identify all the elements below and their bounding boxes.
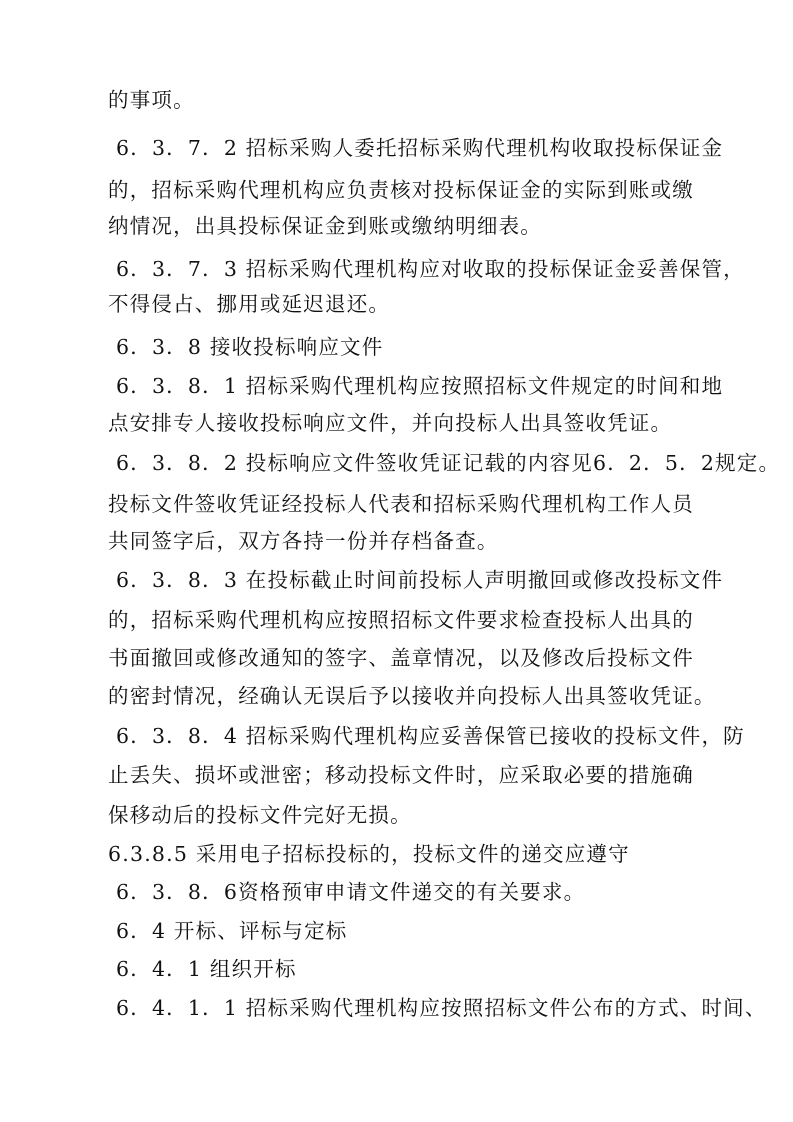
clause-6-3-8-4-line: 6．3．8．4 招标采购代理机构应妥善保管已接收的投标文件，防: [116, 724, 745, 748]
clause-6-3-8-3-line: 6．3．8．3 在投标截止时间前投标人声明撤回或修改投标文件: [116, 568, 724, 592]
text-line: 不得侵占、挪用或延迟退还。: [108, 292, 391, 316]
text-line: 书面撤回或修改通知的签字、盖章情况，以及修改后投标文件: [108, 646, 694, 670]
text-line: 的，招标采购代理机构应负责核对投标保证金的实际到账或缴: [108, 178, 694, 202]
section-heading-6-4: 6．4 开标、评标与定标: [116, 919, 348, 943]
text-line: 纳情况，出具投标保证金到账或缴纳明细表。: [108, 214, 542, 238]
text-line: 6．3．8．6资格预审申请文件递交的有关要求。: [116, 880, 586, 904]
text-line: 的密封情况，经确认无误后予以接收并向投标人出具签收凭证。: [108, 684, 716, 708]
clause-6-3-7-2-line: 6．3．7．2 招标采购人委托招标采购代理机构收取投标保证金: [116, 136, 724, 160]
section-heading-6-4-1: 6．4．1 组织开标: [116, 957, 297, 981]
text-line: 的，招标采购代理机构应按照招标文件要求检查投标人出具的: [108, 608, 694, 632]
clause-6-3-8-2-line: 6．3．8．2 投标响应文件签收凭证记载的内容见6．2．5．2规定。: [116, 451, 781, 475]
clause-6-3-7-3-line: 6．3．7．3 招标采购代理机构应对收取的投标保证金妥善保管，: [116, 257, 745, 281]
text-line: 点安排专人接收投标响应文件，并向投标人出具签收凭证。: [108, 411, 673, 435]
text-line: 保移动后的投标文件完好无损。: [108, 803, 412, 827]
section-heading-6-3-8: 6．3．8 接收投标响应文件: [116, 335, 384, 359]
text-line: 止丢失、损坏或泄密；移动投标文件时，应采取必要的措施确: [108, 763, 694, 787]
text-line: 的事项。: [108, 88, 195, 112]
text-line: 共同签字后，双方各持一份并存档备查。: [108, 529, 499, 553]
clause-6-4-1-1-line: 6．4．1．1 招标采购代理机构应按照招标文件公布的方式、时间、: [116, 996, 767, 1020]
clause-6-3-8-5-line: 6.3.8.5 采用电子招标投标的，投标文件的递交应遵守: [108, 842, 630, 866]
text-line: 投标文件签收凭证经投标人代表和招标采购代理机构工作人员: [108, 492, 694, 516]
clause-6-3-8-1-line: 6．3．8．1 招标采购代理机构应按照招标文件规定的时间和地: [116, 374, 724, 398]
